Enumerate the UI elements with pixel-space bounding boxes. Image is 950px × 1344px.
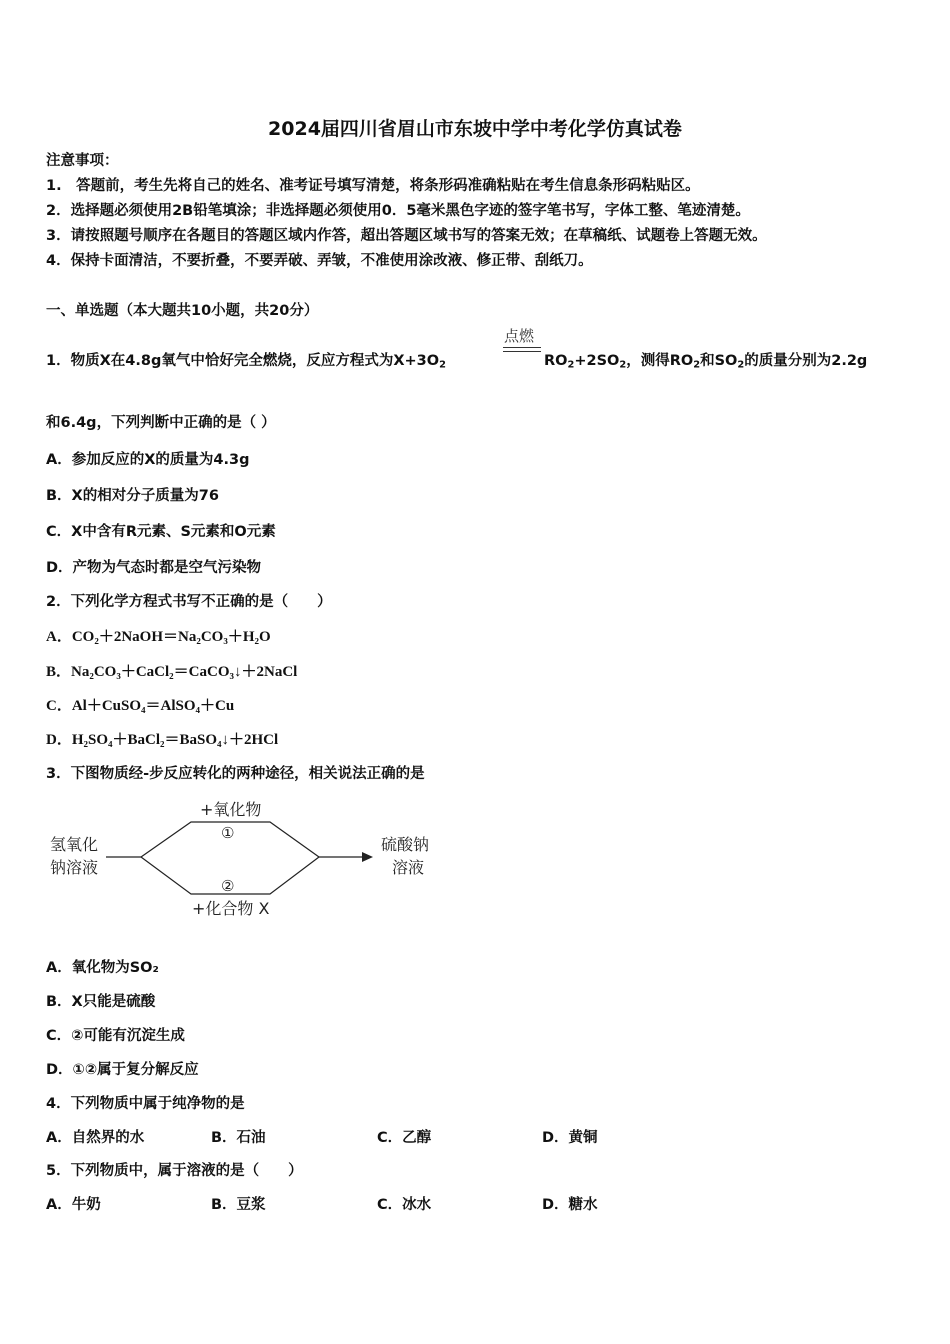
option-a: A．牛奶 [46,1197,101,1213]
diagram-top-label: +氧化物 [200,800,262,819]
option-b: B．豆浆 [211,1197,266,1213]
notice-heading: 注意事项： [46,153,119,169]
option-c: C．②可能有沉淀生成 [46,1028,185,1044]
option-b: B．X只能是硫酸 [46,994,156,1010]
option-c: C．乙醇 [377,1130,432,1146]
q1-mid5: 的质量分别为2.2g [744,353,868,369]
diagram-right-label-1: 硫酸钠 [381,835,430,854]
equals-bar-top [503,347,541,348]
option-d: D．①②属于复分解反应 [46,1062,199,1078]
option-c: C．X中含有R元素、S元素和O元素 [46,524,276,540]
section-heading: 一、单选题（本大题共10小题，共20分） [46,303,319,319]
diagram-left-label-2: 钠溶液 [50,858,99,877]
option-a: A．CO₂＋2NaOH＝Na₂CO₃＋H₂O [46,629,271,645]
diagram-right-label-2: 溶液 [392,858,425,877]
option-b: B．Na₂CO₃＋CaCl₂＝CaCO₃↓＋2NaCl [46,664,298,680]
equals-bar-bottom [503,351,541,352]
q1-mid2: +2SO [574,353,620,369]
notice-item: 1. 答题前，考生先将自己的姓名、准考证号填写清楚，将条形码准确粘贴在考生信息条形码粘贴区。 [46,178,700,194]
question-4-stem: 4．下列物质中属于纯净物的是 [46,1096,245,1112]
notice-item: 2．选择题必须使用2B铅笔填涂；非选择题必须使用0．5毫米黑色字迹的签字笔书写，字体工整、笔迹清楚。 [46,203,750,219]
question-2-stem: 2．下列化学方程式书写不正确的是（ ） [46,594,332,610]
q1-mid1: RO [544,353,568,369]
option-a: A．氧化物为SO₂ [46,960,159,976]
notice-item: 4．保持卡面清洁，不要折叠，不要弄破、弄皱，不准使用涂改液、修正带、刮纸刀。 [46,253,593,269]
option-d: D．产物为气态时都是空气污染物 [46,560,262,576]
option-c: C．冰水 [377,1197,432,1213]
q1-sub: 2 [619,359,627,371]
diagram-left-label-1: 氢氧化 [50,835,99,854]
q1-mid4: 和SO [700,353,738,369]
option-c: C．Al＋CuSO₄＝AlSO₄＋Cu [46,698,235,714]
q1-sub: 2 [693,359,701,371]
option-d: D．黄铜 [542,1130,598,1146]
q1-prefix: 1．物质X在4.8g氧气中恰好完全燃烧，反应方程式为X+3O [46,353,440,369]
option-a: A．自然界的水 [46,1130,145,1146]
q1-sub: 2 [567,359,575,371]
option-d: D．糖水 [542,1197,598,1213]
diagram-top-number: ① [221,824,235,842]
diagram-bottom-number: ② [221,877,235,895]
q1-sub: 2 [439,359,446,371]
question-1-stem [46,352,446,374]
notice-item: 3．请按照题号顺序在各题目的答题区域内作答，超出答题区域书写的答案无效；在草稿纸、试题卷上答题无效。 [46,228,767,244]
question-1-cont: 和6.4g，下列判断中正确的是（ ） [46,415,276,431]
diagram-arrowhead [362,852,373,862]
q1-mid3: ，测得RO [626,353,694,369]
option-a: A．参加反应的X的质量为4.3g [46,452,250,468]
option-b: B．石油 [211,1130,266,1146]
question-1-products [544,352,867,374]
q1-sub: 2 [737,359,745,371]
question-3-stem: 3．下图物质经-步反应转化的两种途径，相关说法正确的是 [46,766,425,782]
conversion-diagram [40,795,460,925]
option-b: B．X的相对分子质量为76 [46,488,219,504]
option-d: D．H₂SO₄＋BaCl₂＝BaSO₄↓＋2HCl [46,732,279,748]
page-title: 2024届四川省眉山市东坡中学中考化学仿真试卷 [268,118,682,140]
diagram-bottom-label: +化合物 X [192,899,270,918]
reaction-condition: 点燃 [504,327,535,345]
question-5-stem: 5．下列物质中，属于溶液的是（ ） [46,1163,303,1179]
